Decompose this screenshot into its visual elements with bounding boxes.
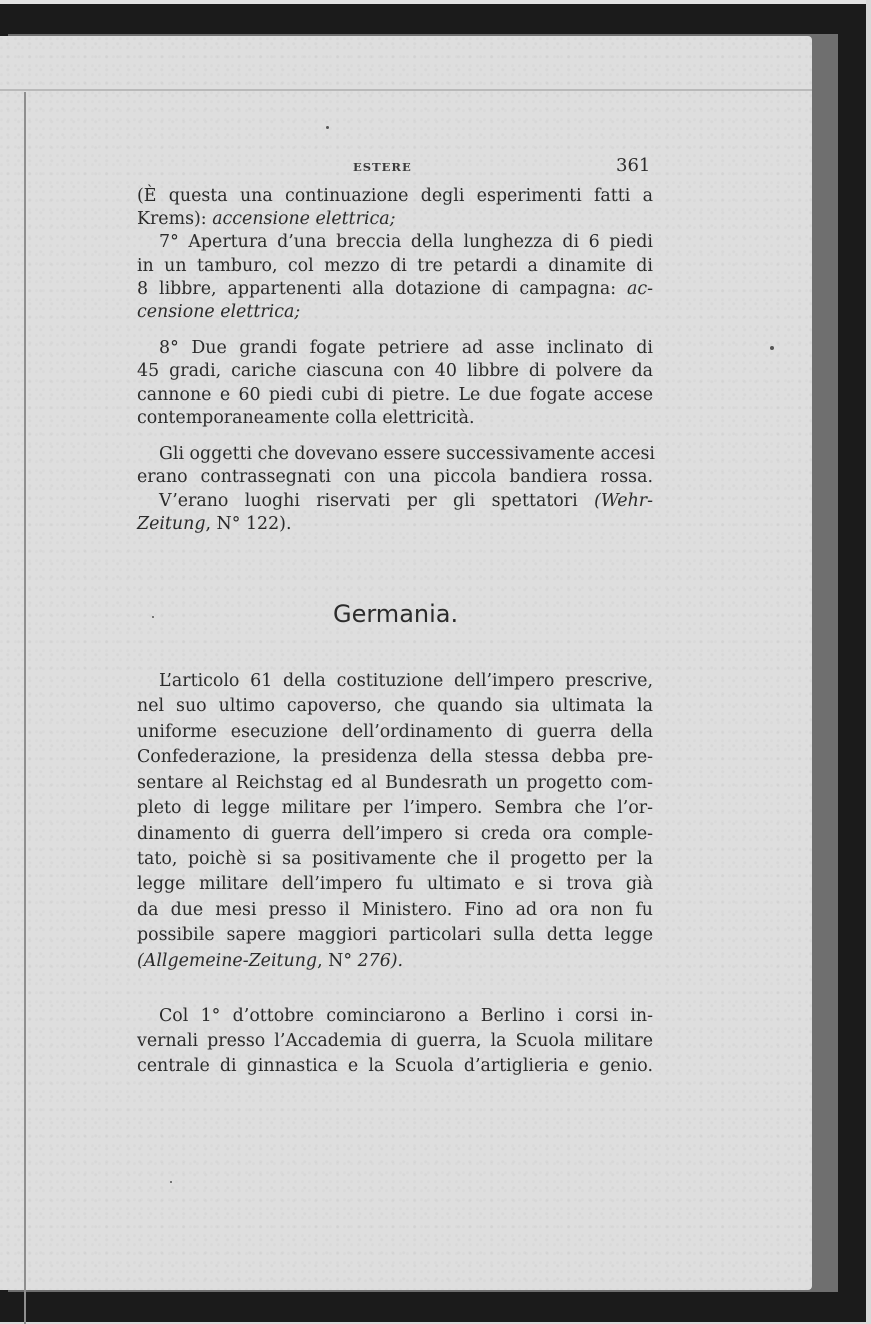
- text-span: , N°: [317, 951, 358, 971]
- text-line: legge militare dell’impero fu ultimato e si trova già: [137, 874, 653, 894]
- scan-margin-right: [866, 0, 871, 1324]
- italic-text: censione elettrica;: [137, 302, 301, 322]
- text-line: Gli oggetti che dovevano essere successivamente accesi: [159, 444, 655, 464]
- text-line: uniforme esecuzione dell’ordinamento di guerra della: [137, 722, 653, 742]
- italic-text: (Allgemeine-Zeitung: [137, 951, 318, 971]
- text-line: (È questa una continuazione degli esperimenti fatti a: [137, 186, 653, 206]
- paper-speck: [770, 346, 774, 350]
- text-span: 8 libbre, appartenenti alla dotazione di campagna:: [137, 279, 628, 299]
- italic-text: (Wehr-: [594, 491, 653, 511]
- running-head: ESTERE: [353, 160, 412, 174]
- text-span: , N° 122).: [205, 514, 292, 534]
- text-line: L’articolo 61 della costituzione dell’impero prescrive,: [159, 671, 653, 691]
- section-title: Germania.: [333, 600, 459, 628]
- italic-text: accensione elettrica;: [212, 209, 396, 229]
- text-line: contemporaneamente colla elettricità.: [137, 408, 475, 428]
- italic-text: Zeitung: [137, 514, 206, 534]
- text-line: nel suo ultimo capoverso, che quando sia ultimata la: [137, 696, 653, 716]
- text-line: pleto di legge militare per l’impero. Sembra che l’or-: [137, 798, 653, 818]
- paper-speck: [170, 1181, 172, 1183]
- page-number: 361: [616, 155, 651, 176]
- gutter-line: [24, 92, 26, 1324]
- text-line: Confederazione, la presidenza della stessa debba pre-: [137, 747, 653, 767]
- text-line: vernali presso l’Accademia di guerra, la Scuola militare: [137, 1031, 653, 1051]
- page-top-edge: [0, 89, 812, 91]
- text-span: Krems):: [137, 209, 213, 229]
- text-line: possibile sapere maggiori particolari sulla detta legge: [137, 925, 653, 945]
- text-line: in un tamburo, col mezzo di tre petardi a dinamite di: [137, 256, 653, 276]
- italic-text: ac-: [627, 279, 653, 299]
- text-line: tato, poichè si sa positivamente che il progetto per la: [137, 849, 653, 869]
- paper-speck: [326, 126, 329, 129]
- text-line: 8° Due grandi fogate petriere ad asse inclinato di: [159, 338, 653, 358]
- italic-text: 276).: [357, 951, 404, 971]
- text-line: [137, 951, 403, 971]
- text-line: [137, 514, 291, 534]
- text-line: erano contrassegnati con una piccola bandiera rossa.: [137, 467, 653, 487]
- text-line: da due mesi presso il Ministero. Fino ad ora non fu: [137, 900, 653, 920]
- text-line: Col 1° d’ottobre cominciarono a Berlino i corsi in-: [159, 1006, 653, 1026]
- text-line: centrale di ginnastica e la Scuola d’artiglieria e genio.: [137, 1056, 653, 1076]
- text-line: 7° Apertura d’una breccia della lunghezza di 6 piedi: [159, 232, 653, 252]
- paper-speck: [152, 616, 154, 618]
- book-page: [0, 36, 812, 1290]
- text-line: [137, 209, 395, 229]
- text-span: V’erano luoghi riservati per gli spettatori: [159, 491, 595, 511]
- text-line: cannone e 60 piedi cubi di pietre. Le due fogate accese: [137, 385, 653, 405]
- text-line: 45 gradi, cariche ciascuna con 40 libbre di polvere da: [137, 361, 653, 381]
- text-line: [137, 302, 300, 322]
- text-line: sentare al Reichstag ed al Bundesrath un progetto com-: [137, 773, 653, 793]
- text-line: [137, 279, 653, 299]
- text-line: dinamento di guerra dell’impero si creda ora comple-: [137, 824, 653, 844]
- text-line: [159, 491, 653, 511]
